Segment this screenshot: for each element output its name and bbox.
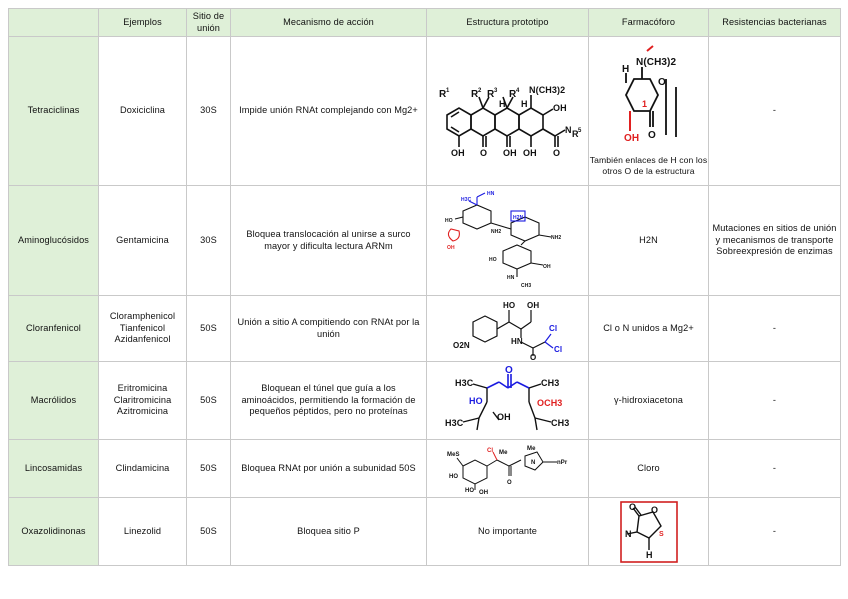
resistance-cell: -	[709, 362, 841, 440]
oxazolidinone-pharmacophore	[619, 500, 679, 564]
antibiotics-table	[8, 8, 841, 566]
structure-cell	[427, 440, 589, 498]
class-cell: Macrólidos	[9, 362, 99, 440]
table-row	[9, 186, 841, 296]
hn-label: HN	[506, 274, 514, 281]
header-class	[9, 9, 99, 37]
examples-cell: Clindamicina	[99, 440, 187, 498]
site-cell: 30S	[187, 186, 231, 296]
oh-label: OH	[522, 148, 537, 158]
site-cell: 50S	[187, 296, 231, 362]
resistance-cell: -	[709, 498, 841, 566]
oh-label: OH	[526, 300, 539, 310]
header-examples: Ejemplos	[99, 9, 187, 37]
class-cell: Aminoglucósidos	[9, 186, 99, 296]
class-cell: Cloranfenicol	[9, 296, 99, 362]
nme2-label: N(CH3)2	[528, 85, 565, 95]
oh-label: OH	[502, 148, 517, 158]
n-label: N	[624, 528, 632, 539]
examples-cell: Gentamicina	[99, 186, 187, 296]
structure-cell	[427, 296, 589, 362]
header-pharmacophore: Farmacóforo	[589, 9, 709, 37]
ho-label: HO	[502, 300, 515, 310]
npr-label: nPr	[556, 459, 567, 466]
o-label: O	[650, 504, 658, 515]
oh-label: OH	[446, 244, 455, 251]
o-label: O	[504, 364, 513, 376]
r1-label: R	[438, 89, 446, 100]
o-label: O	[628, 501, 636, 512]
class-cell: Tetraciclinas	[9, 37, 99, 186]
oh-label: OH	[542, 263, 551, 270]
site-cell: 50S	[187, 498, 231, 566]
h-label: H	[645, 549, 653, 560]
header-resistance: Resistencias bacterianas	[709, 9, 841, 37]
o-label: O	[657, 77, 666, 89]
pharmacophore-cell	[589, 37, 709, 186]
examples-cell: Cloramphenicol Tianfenicol Azidanfenicol	[99, 296, 187, 362]
hn-label: HN	[486, 190, 494, 197]
cl-label: Cl	[486, 447, 493, 454]
pharmacophore-caption: También enlaces de H con los otros O de la estructura	[589, 155, 708, 176]
table-row	[9, 37, 841, 186]
mechanism-cell: Bloquea sitio P	[231, 498, 427, 566]
mechanism-cell: Unión a sitio A compitiendo con RNAt por la unión	[231, 296, 427, 362]
pharmacophore-cell: γ-hidroxiacetona	[589, 362, 709, 440]
hn-label: HN	[510, 336, 523, 346]
table-row	[9, 362, 841, 440]
r1-superscript: 1	[445, 88, 449, 94]
ch3-label: CH3	[520, 282, 531, 289]
h3c-label: H3C	[454, 377, 473, 388]
ho-label: HO	[444, 217, 453, 224]
n-label: N	[564, 125, 572, 135]
ho-label: HO	[448, 473, 458, 480]
gentamicin-structure	[433, 189, 583, 293]
tetracycline-structure	[433, 51, 583, 171]
o-label: O	[479, 148, 487, 158]
me-label: Me	[526, 445, 536, 452]
r3-superscript: 3	[493, 88, 497, 94]
h3c-label: H3C	[444, 417, 463, 428]
ch3-label: CH3	[550, 417, 569, 428]
examples-cell: Eritromicina Claritromicina Azitromicina	[99, 362, 187, 440]
macrolide-structure	[433, 364, 583, 438]
o2n-label: O2N	[452, 340, 470, 350]
n-label: N	[530, 459, 535, 466]
mechanism-cell: Bloquea RNAt por unión a subunidad 50S	[231, 440, 427, 498]
r5-superscript: 5	[577, 128, 581, 134]
r4-label: R	[508, 89, 516, 100]
ho-label: HO	[464, 487, 474, 494]
h2n-label: H2N	[512, 214, 523, 221]
och3-label: OCH3	[536, 397, 562, 408]
class-cell: Oxazolidinonas	[9, 498, 99, 566]
h-label: H	[621, 64, 629, 76]
resistance-cell: -	[709, 296, 841, 362]
cl-label: Cl	[553, 344, 562, 354]
resistance-cell: Mutaciones en sitios de unión y mecanismos de transporte Sobreexpresión de enzimas	[709, 186, 841, 296]
nh2-label: NH2	[490, 228, 501, 235]
pharmacophore-cell: Cloro	[589, 440, 709, 498]
r3-label: R	[486, 89, 494, 100]
structure-cell	[427, 362, 589, 440]
h3c-label: H3C	[460, 196, 471, 203]
table-row	[9, 296, 841, 362]
nme2-label: N(CH3)2	[635, 57, 676, 69]
class-cell: Lincosamidas	[9, 440, 99, 498]
mechanism-cell: Impide unión RNAt complejando con Mg2+	[231, 37, 427, 186]
oh-label: OH	[623, 133, 639, 145]
o-label: O	[552, 148, 560, 158]
examples-cell: Doxiciclina	[99, 37, 187, 186]
r2-label: R	[470, 89, 478, 100]
o-label: O	[647, 130, 656, 142]
table-row	[9, 498, 841, 566]
o-label: O	[529, 352, 536, 360]
nh2-label: NH2	[550, 234, 561, 241]
ho-label: HO	[468, 395, 483, 406]
resistance-cell: -	[709, 37, 841, 186]
pharmacophore-cell: H2N	[589, 186, 709, 296]
h-label: H	[520, 99, 528, 109]
stereo-s-label: S	[658, 530, 664, 538]
oh-label: OH	[552, 103, 567, 113]
o-label: O	[506, 479, 512, 486]
ho-label: HO	[488, 256, 497, 263]
site-cell: 50S	[187, 440, 231, 498]
structure-cell: No importante	[427, 498, 589, 566]
mechanism-cell: Bloquean el túnel que guía a los aminoácidos, permitiendo la formación de pequeños péptidos, pero no proteínas	[231, 362, 427, 440]
oh-label: OH	[478, 489, 488, 496]
site-cell: 30S	[187, 37, 231, 186]
header-structure: Estructura prototipo	[427, 9, 589, 37]
site-cell: 50S	[187, 362, 231, 440]
r4-superscript: 4	[515, 88, 519, 94]
oh-label: OH	[450, 148, 465, 158]
header-site: Sitio de unión	[187, 9, 231, 37]
examples-cell: Linezolid	[99, 498, 187, 566]
mes-label: MeS	[446, 451, 460, 458]
table-row	[9, 440, 841, 498]
pharmacophore-cell	[589, 498, 709, 566]
structure-cell	[427, 37, 589, 186]
header-mechanism: Mecanismo de acción	[231, 9, 427, 37]
position-number: 1	[641, 99, 647, 110]
h-label: H	[498, 99, 506, 109]
cl-label: Cl	[548, 323, 557, 333]
tetracycline-pharmacophore	[594, 45, 704, 153]
r5-label: R	[571, 129, 579, 139]
oh-label: OH	[496, 411, 511, 422]
structure-cell	[427, 186, 589, 296]
mechanism-cell: Bloquea translocación al unirse a surco mayor y dificulta lectura ARNm	[231, 186, 427, 296]
clindamycin-structure	[433, 442, 583, 496]
r2-superscript: 2	[477, 88, 481, 94]
me-label: Me	[498, 449, 508, 456]
ch3-label: CH3	[540, 377, 559, 388]
chloramphenicol-structure	[433, 298, 583, 360]
resistance-cell: -	[709, 440, 841, 498]
header-row	[9, 9, 841, 37]
pharmacophore-cell: Cl o N unidos a Mg2+	[589, 296, 709, 362]
